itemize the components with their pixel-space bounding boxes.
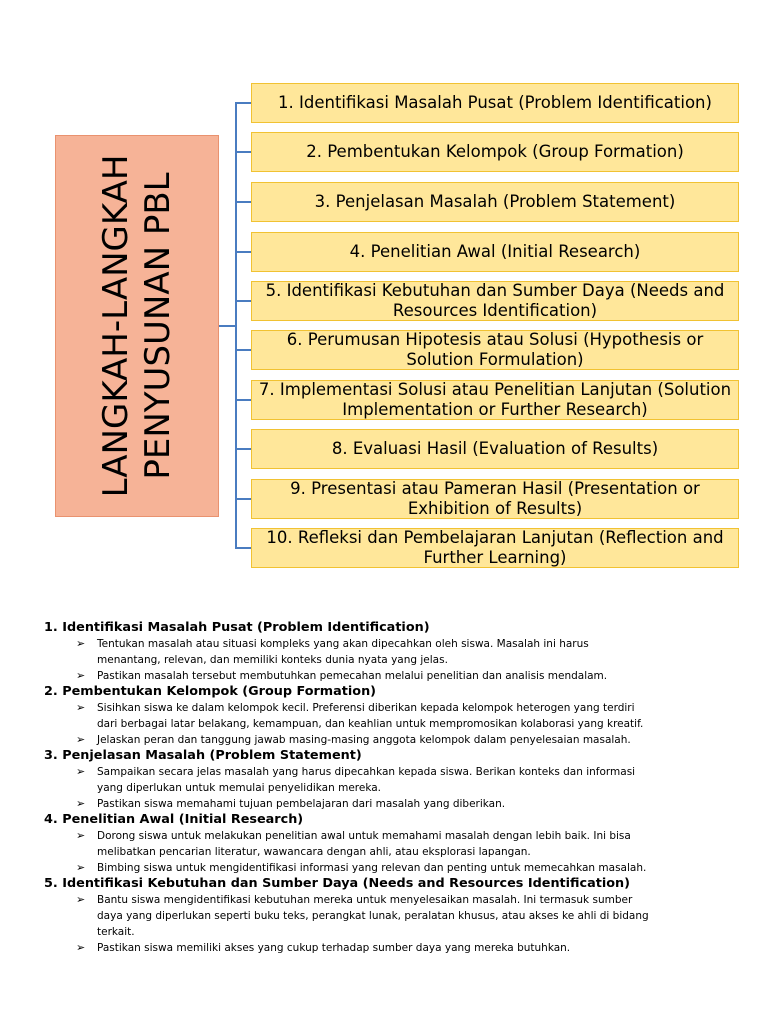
diagram-title [95, 135, 179, 517]
connector-branch [235, 300, 251, 302]
diagram-title-line-2: PENYUSUNAN PBL [138, 172, 178, 480]
bullet-text-line: Jelaskan peran dan tanggung jawab masing-masing anggota kelompok dalam penyelesaian masalah. [97, 734, 631, 746]
bullet-text-line: Dorong siswa untuk melakukan penelitian awal untuk memahami masalah dengan lebih baik. Ini bisa [97, 830, 631, 842]
step-box [251, 479, 739, 519]
bullet-list [44, 700, 744, 748]
arrow-bullet-icon: ➢ [76, 861, 86, 874]
bullet-item [44, 732, 744, 748]
arrow-bullet-icon: ➢ [76, 893, 86, 906]
section-title: 4. Penelitian Awal (Initial Research) [44, 812, 304, 827]
section-title: 1. Identifikasi Masalah Pusat (Problem Identification) [44, 620, 430, 635]
bullet-list [44, 764, 744, 812]
bullet-item [44, 668, 744, 684]
connector-branch [235, 498, 251, 500]
diagram-title-line-1: LANGKAH-LANGKAH [96, 154, 136, 498]
bullet-text-line: Sampaikan secara jelas masalah yang harus dipecahkan kepada siswa. Berikan konteks dan informasi [97, 766, 636, 778]
diagram-title-box [55, 135, 219, 517]
step-label: 5. Identifikasi Kebutuhan dan Sumber Daya (Needs and Resources Identification) [265, 281, 725, 320]
bullet-text-line: yang diperlukan untuk memulai penyelidikan mereka. [97, 782, 381, 794]
step-label: 7. Implementasi Solusi atau Penelitian Lanjutan (Solution Implementation or Further Research) [258, 380, 732, 419]
connector-branch [235, 547, 251, 549]
step-box [251, 330, 739, 370]
connector-branch [235, 399, 251, 401]
arrow-bullet-icon: ➢ [76, 797, 86, 810]
step-label: 10. Refleksi dan Pembelajaran Lanjutan (Reflection and Further Learning) [266, 528, 724, 567]
bullet-text-line: melibatkan pencarian literatur, wawancara dengan ahli, atau eksplorasi lapangan. [97, 846, 531, 858]
step-box [251, 132, 739, 172]
bullet-text-line: Tentukan masalah atau situasi kompleks yang akan dipecahkan oleh siswa. Masalah ini harus [97, 638, 589, 650]
bullet-text-line: Sisihkan siswa ke dalam kelompok kecil. Preferensi diberikan kepada kelompok heterogen yang terdiri [97, 702, 635, 714]
bullet-text-line: Bantu siswa mengidentifikasi kebutuhan mereka untuk menyelesaikan masalah. Ini termasuk sumber [97, 894, 633, 906]
bullet-text-line: Pastikan siswa memahami tujuan pembelajaran dari masalah yang diberikan. [97, 798, 506, 810]
bullet-text-line: Pastikan masalah tersebut membutuhkan pemecahan melalui penelitian dan analisis mendalam. [97, 670, 608, 682]
bullet-item [44, 940, 744, 956]
bullet-item [44, 764, 744, 796]
bullet-item [44, 828, 744, 860]
connector-branch [235, 151, 251, 153]
step-box [251, 232, 739, 272]
document-body [44, 620, 744, 956]
step-label: 1. Identifikasi Masalah Pusat (Problem Identification) [278, 93, 712, 112]
connector-branch [235, 251, 251, 253]
section-title: 2. Pembentukan Kelompok (Group Formation) [44, 684, 377, 699]
arrow-bullet-icon: ➢ [76, 941, 86, 954]
bullet-text-line: terkait. [97, 926, 135, 938]
step-label: 9. Presentasi atau Pameran Hasil (Presentation or Exhibition of Results) [290, 479, 700, 518]
bullet-list [44, 636, 744, 684]
bullet-text-line: daya yang diperlukan seperti buku teks, perangkat lunak, peralatan khusus, atau akses ke ahli di bidang [97, 910, 649, 922]
connector-branch [235, 201, 251, 203]
connector-trunk-vertical [235, 102, 237, 548]
arrow-bullet-icon: ➢ [76, 701, 86, 714]
step-label: 6. Perumusan Hipotesis atau Solusi (Hypothesis or Solution Formulation) [286, 330, 704, 369]
arrow-bullet-icon: ➢ [76, 733, 86, 746]
step-label: 4. Penelitian Awal (Initial Research) [349, 242, 641, 261]
step-box [251, 281, 739, 321]
bullet-list [44, 828, 744, 876]
connector-trunk-left [219, 325, 236, 327]
step-box [251, 429, 739, 469]
arrow-bullet-icon: ➢ [76, 765, 86, 778]
arrow-bullet-icon: ➢ [76, 669, 86, 682]
bullet-item [44, 636, 744, 668]
arrow-bullet-icon: ➢ [76, 637, 86, 650]
bullet-text-line: dari berbagai latar belakang, kemampuan, dan keahlian untuk mempromosikan kolaborasi yang kreatif. [97, 718, 644, 730]
connector-branch [235, 102, 251, 104]
connector-branch [235, 349, 251, 351]
bullet-item [44, 796, 744, 812]
bullet-item [44, 700, 744, 732]
step-box [251, 380, 739, 420]
bullet-item [44, 860, 744, 876]
step-label: 8. Evaluasi Hasil (Evaluation of Results) [331, 439, 659, 458]
section-title: 3. Penjelasan Masalah (Problem Statement) [44, 748, 362, 763]
step-label: 2. Pembentukan Kelompok (Group Formation) [306, 142, 684, 161]
bullet-text-line: Bimbing siswa untuk mengidentifikasi informasi yang relevan dan penting untuk memecahkan masalah. [97, 862, 647, 874]
step-box [251, 83, 739, 123]
step-box [251, 528, 739, 568]
section-title: 5. Identifikasi Kebutuhan dan Sumber Daya (Needs and Resources Identification) [44, 876, 631, 891]
step-box [251, 182, 739, 222]
bullet-text-line: Pastikan siswa memiliki akses yang cukup terhadap sumber daya yang mereka butuhkan. [97, 942, 571, 954]
connector-branch [235, 448, 251, 450]
bullet-text-line: menantang, relevan, dan memiliki konteks dunia nyata yang jelas. [97, 654, 448, 666]
bullet-item [44, 892, 744, 940]
step-label: 3. Penjelasan Masalah (Problem Statement) [314, 192, 676, 211]
bullet-list [44, 892, 744, 956]
arrow-bullet-icon: ➢ [76, 829, 86, 842]
